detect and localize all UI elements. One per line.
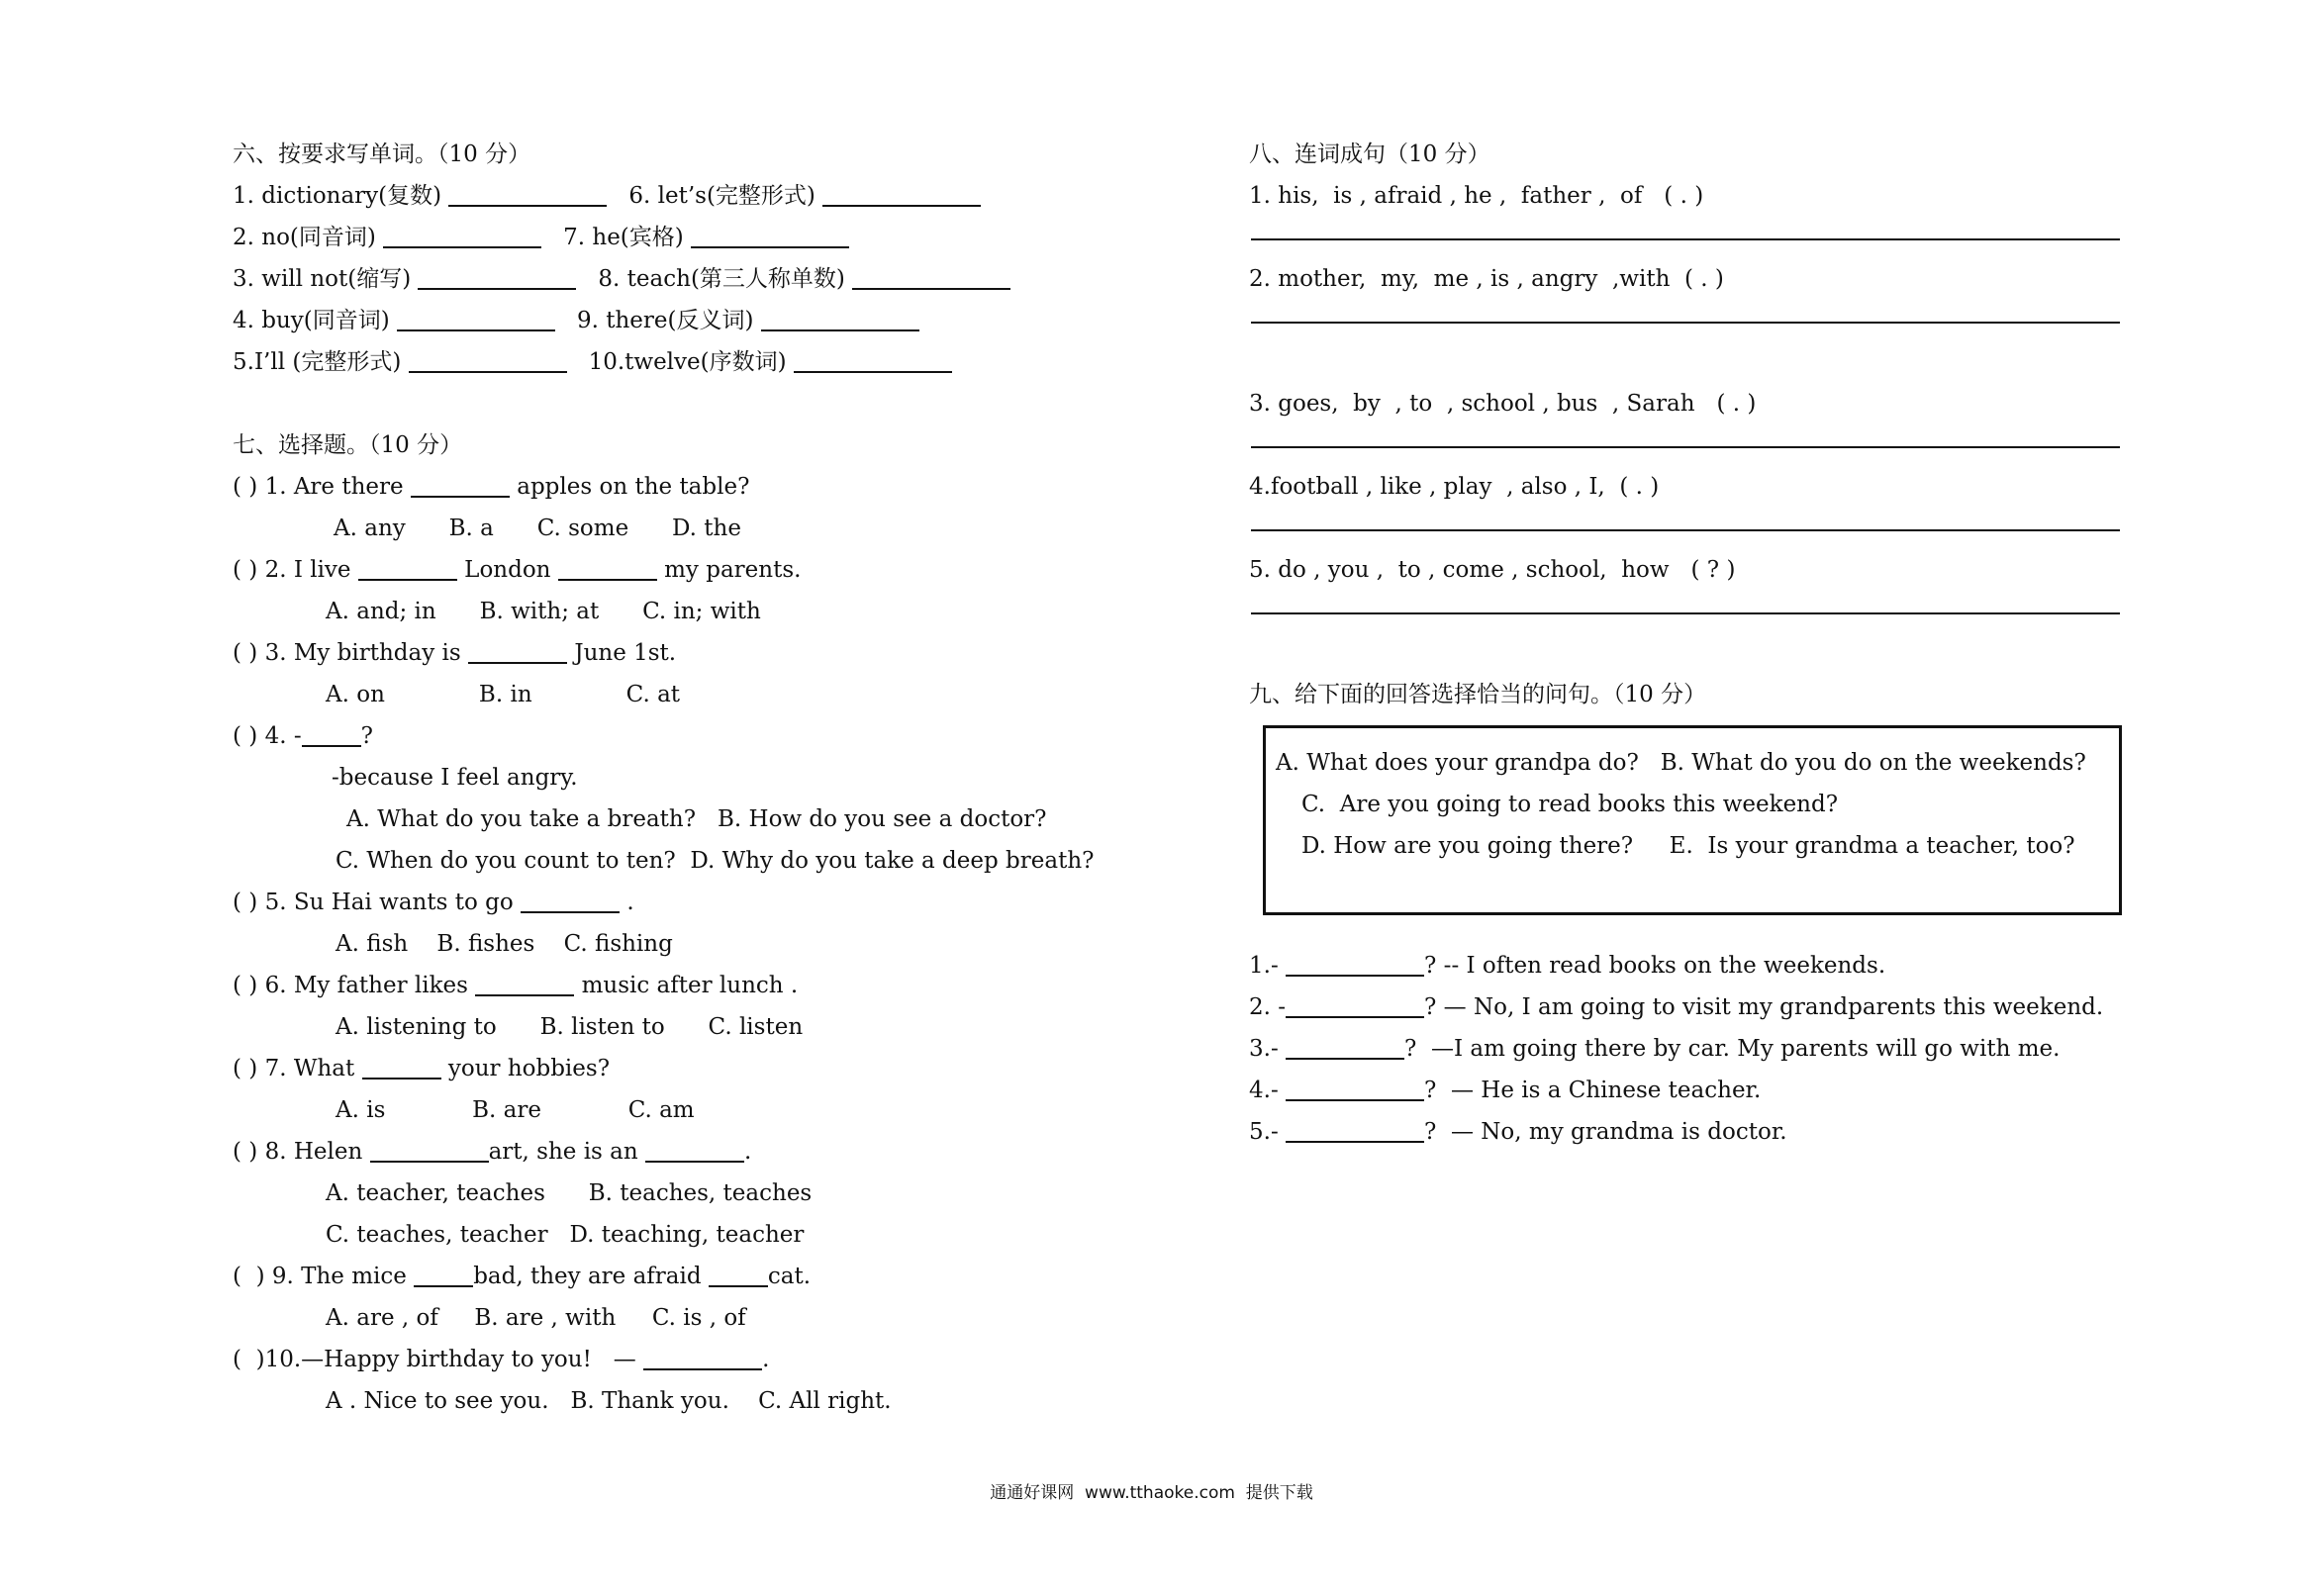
q4-stem-end: ? [360,723,373,749]
blank[interactable] [822,177,981,207]
q8-stem: ( ) 8. Helen [233,1139,363,1165]
s9-reply-5: ? — No, my grandma is doctor. [1424,1119,1787,1145]
q2-stem-end: my parents. [664,557,802,583]
q5-options: A. fish B. fishes C. fishing [336,931,673,957]
q7-stem: ( ) 7. What [233,1056,355,1081]
q1-options: A. any B. a C. some D. the [334,516,741,541]
q6 [233,965,1232,1006]
q3-stem: ( ) 3. My birthday is [233,640,461,666]
q9-options: A. are , of B. are , with C. is , of [326,1305,746,1331]
blank[interactable] [1286,1072,1424,1101]
q1-stem-end: apples on the table? [517,474,750,500]
q1-stem: ( ) 1. Are there [233,474,404,500]
blank[interactable] [302,717,361,747]
blank[interactable] [411,468,510,498]
q10-options: A . Nice to see you. B. Thank you. C. All right. [326,1388,892,1414]
q2-options: A. and; in B. with; at C. in; with [326,599,761,624]
blank[interactable] [409,343,567,373]
blank[interactable] [370,1133,489,1163]
q2 [233,549,1232,591]
s8-item-4: 4.football , like , play , also , I, ( . ) [1249,474,1660,500]
q8-options-b: C. teaches, teacher D. teaching, teacher [326,1222,805,1248]
blank[interactable] [414,1258,473,1287]
s6-item-10: 10.twelve(序数词) [588,349,787,375]
blank[interactable] [852,260,1010,290]
s6-row-4 [233,300,1232,341]
answer-line[interactable] [1249,300,2140,341]
blank[interactable] [358,551,457,581]
blank[interactable] [794,343,952,373]
s6-item-7: 7. he(宾格) [563,225,684,250]
blank[interactable] [761,302,919,331]
s9-answer-2 [1249,986,2140,1028]
q4 [233,715,1232,757]
q3-stem-end: June 1st. [574,640,677,666]
q9-stem: ( ) 9. The mice [233,1264,407,1289]
s6-item-6: 6. let’s(完整形式) [628,183,816,209]
s6-item-2: 2. no(同音词) [233,225,376,250]
q9 [233,1256,1232,1297]
blank[interactable] [397,302,555,331]
q8-stem-end: . [744,1139,752,1165]
q9-stem-end: cat. [767,1264,812,1289]
q6-options: A. listening to B. listen to C. listen [336,1014,804,1040]
s6-row-2 [233,217,1232,258]
s6-row-1 [233,175,1232,217]
s8-item-5: 5. do , you , to , come , school, how ( ? ) [1249,557,1736,583]
s6-item-1: 1. dictionary(复数) [233,183,442,209]
blank[interactable] [645,1133,744,1163]
s9-answer-4 [1249,1070,2140,1111]
q9-stem-mid: bad, they are afraid [473,1264,702,1289]
q4-options-b: C. When do you count to ten? D. Why do you take a deep breath? [336,848,1095,874]
q4-options-a: A. What do you take a breath? B. How do you see a doctor? [346,806,1047,832]
right-column [1249,134,2140,1153]
blank[interactable] [1286,1113,1424,1143]
answer-line[interactable] [1249,591,2140,632]
footer-credit: 通通好课网 www.tthaoke.com 提供下载 [990,1483,1313,1503]
q7-stem-end: your hobbies? [447,1056,611,1081]
answer-line[interactable] [1249,424,2140,466]
s6-item-4: 4. buy(同音词) [233,308,390,333]
s9-num-1: 1.- [1249,953,1279,979]
s9-num-4: 4.- [1249,1078,1279,1103]
q7 [233,1048,1232,1089]
section9-title: 九、给下面的回答选择恰当的问句。（10 分） [1249,682,1707,707]
blank[interactable] [362,1050,441,1080]
blank[interactable] [468,634,567,664]
s9-answer-1 [1249,945,2140,986]
answer-line[interactable] [1249,217,2140,258]
s6-row-3 [233,258,1232,300]
blank[interactable] [709,1258,768,1287]
section6-title: 六、按要求写单词。（10 分） [233,141,531,167]
box-line-1: A. What does your grandpa do? B. What do you do on the weekends? [1276,750,2086,776]
q3 [233,632,1232,674]
section7-title: 七、选择题。（10 分） [233,432,463,458]
q8-stem-mid: art, she is an [488,1139,638,1165]
blank[interactable] [1286,947,1424,977]
q7-options: A. is B. are C. am [336,1097,695,1123]
q10 [233,1339,1232,1380]
s9-num-2: 2. - [1249,994,1287,1020]
q3-options: A. on B. in C. at [326,682,681,707]
blank[interactable] [475,967,574,996]
q2-stem: ( ) 2. I live [233,557,351,583]
s9-reply-4: ? — He is a Chinese teacher. [1424,1078,1762,1103]
blank[interactable] [558,551,657,581]
q4-stem: ( ) 4. - [233,723,302,749]
s8-item-2: 2. mother, my, me , is , angry ,with ( . ) [1249,266,1724,292]
s6-item-5: 5.I’ll (完整形式) [233,349,402,375]
q1 [233,466,1232,508]
section8-title: 八、连词成句（10 分） [1249,141,1490,167]
q5-stem: ( ) 5. Su Hai wants to go [233,890,514,915]
blank[interactable] [383,219,541,248]
blank[interactable] [1286,1030,1404,1060]
s6-row-5 [233,341,1232,383]
q5-stem-end: . [626,890,634,915]
s9-answer-5 [1249,1111,2140,1153]
s9-num-5: 5.- [1249,1119,1279,1145]
q8 [233,1131,1232,1173]
s8-item-3: 3. goes, by , to , school , bus , Sarah ( . ) [1249,391,1757,417]
s9-reply-1: ? -- I often read books on the weekends. [1424,953,1886,979]
blank[interactable] [418,260,576,290]
s9-reply-3: ? —I am going there by car. My parents will go with me. [1404,1036,2061,1062]
q2-stem-mid: London [464,557,551,583]
blank[interactable] [1286,988,1424,1018]
q4-line2: -because I feel angry. [332,765,578,791]
answer-line[interactable] [1249,508,2140,549]
question-options-box [1263,725,2122,915]
s8-item-1: 1. his, is , afraid , he , father , of ( . ) [1249,183,1704,209]
blank[interactable] [643,1341,762,1370]
box-line-3: D. How are you going there? E. Is your grandma a teacher, too? [1301,833,2075,859]
blank[interactable] [521,884,620,913]
s6-item-9: 9. there(反义词) [576,308,754,333]
s9-num-3: 3.- [1249,1036,1279,1062]
blank[interactable] [448,177,607,207]
s9-answer-3 [1249,1028,2140,1070]
q10-stem-end: . [762,1347,770,1372]
s6-item-8: 8. teach(第三人称单数) [598,266,845,292]
q8-options-a: A. teacher, teaches B. teaches, teaches [326,1180,813,1206]
blank[interactable] [691,219,849,248]
q6-stem: ( ) 6. My father likes [233,973,468,998]
q10-stem: ( )10.—Happy birthday to you! — [233,1347,636,1372]
s6-item-3: 3. will not(缩写) [233,266,412,292]
q6-stem-end: music after lunch . [581,973,799,998]
left-column [233,134,1232,1422]
q5 [233,882,1232,923]
s9-reply-2: ? — No, I am going to visit my grandparents this weekend. [1424,994,2104,1020]
box-line-2: C. Are you going to read books this weekend? [1301,792,1839,817]
